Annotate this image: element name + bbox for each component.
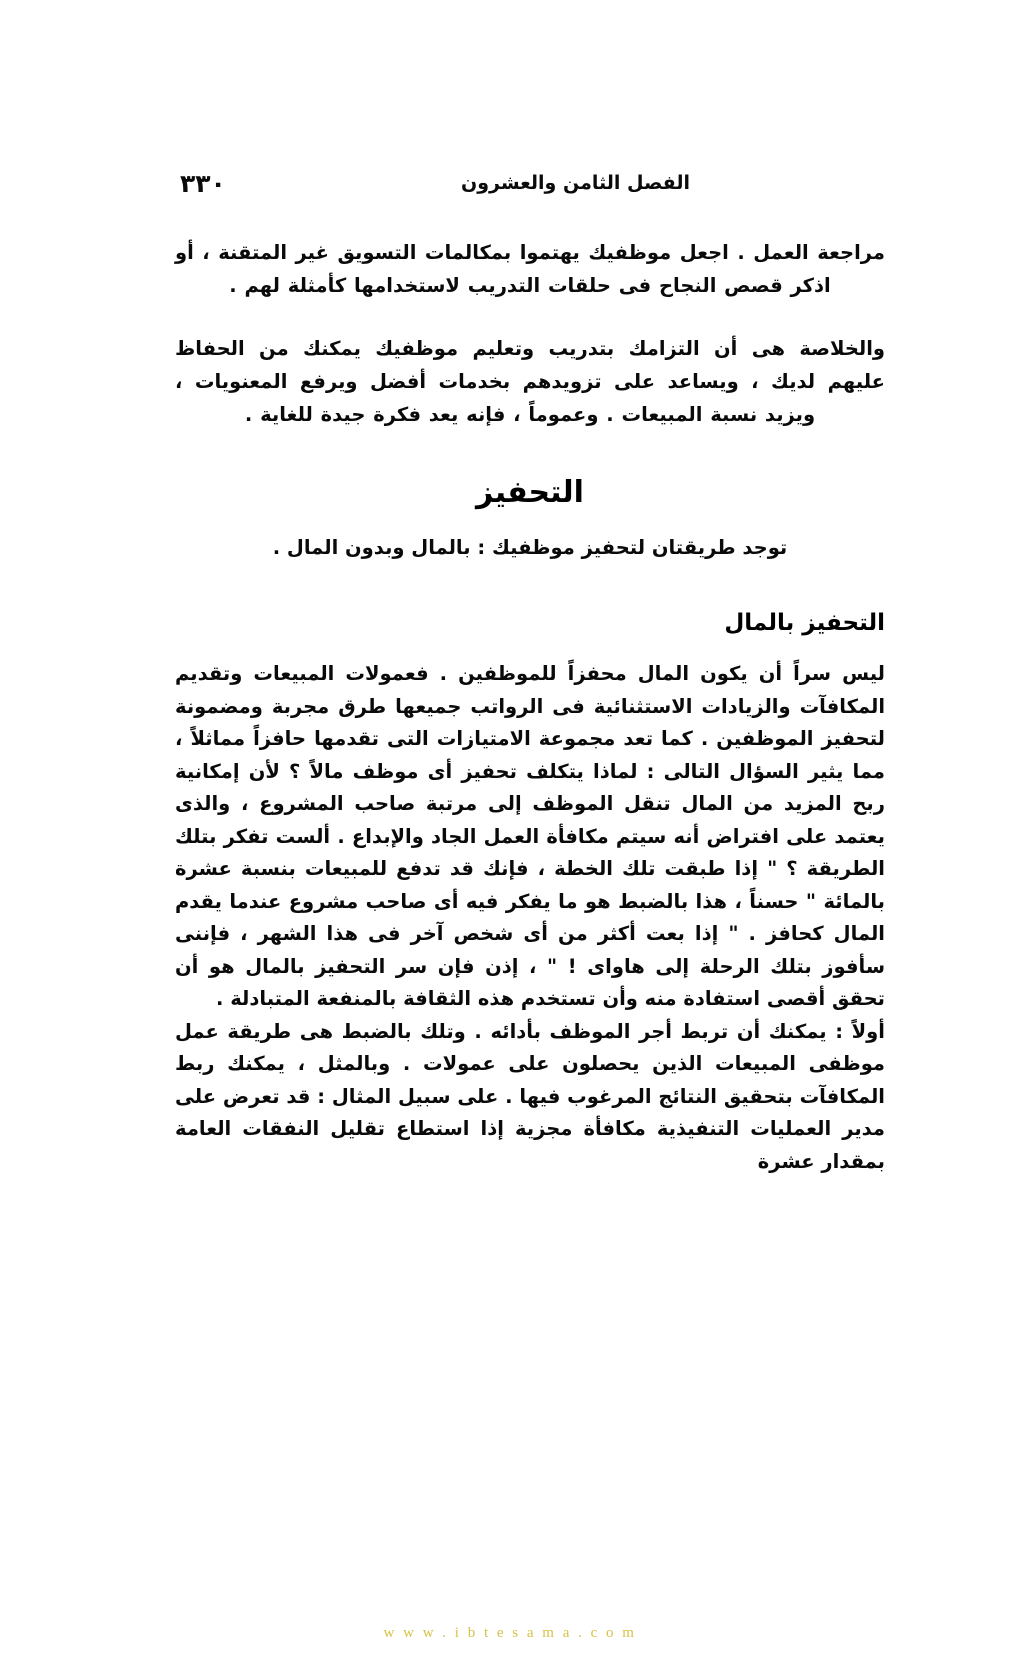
footer-watermark: w w w . i b t e s a m a . c o m bbox=[383, 1625, 637, 1641]
spacer bbox=[175, 564, 885, 606]
spacer bbox=[175, 640, 885, 658]
subsection-heading-motivation-with-money: التحفيز بالمال bbox=[724, 610, 885, 636]
section-lead-motivation: توجد طريقتان لتحفيز موظفيك : بالمال وبدون المال . bbox=[272, 536, 788, 559]
paragraph-intro: مراجعة العمل . اجعل موظفيك يهتموا بمكالمات التسويق غير المتقنة ، أو اذكر قصص النجاح فى حلقات التدريب لاستخدامها كأمثلة لهم . bbox=[175, 241, 885, 297]
chapter-title: الفصل الثامن والعشرون bbox=[461, 171, 690, 194]
spacer bbox=[175, 431, 885, 473]
spacer bbox=[175, 513, 885, 531]
page-number: ٣٣٠ bbox=[180, 168, 226, 198]
spacer bbox=[175, 302, 885, 332]
page-body bbox=[175, 236, 885, 1178]
section-heading-motivation: التحفيز bbox=[476, 475, 584, 510]
paragraph-motivation-money-2: أولاً : يمكنك أن تربط أجر الموظف بأدائه . وتلك بالضبط هى طريقة عمل موظفى المبيعات الذين يحصلون على عمولات . وبالمثل ، يمكنك ربط المكافآت بتحقيق النتائج المرغوب فيها . على سبيل المثال : قد تعرض على مدير العمليات التنفيذية مكافأة مجزية إذا استطاع تقليل النفقات العامة بمقدار عشرة bbox=[175, 1019, 885, 1173]
paragraph-summary: والخلاصة هى أن التزامك بتدريب وتعليم موظفيك يمكنك من الحفاظ عليهم لديك ، ويساعد على تزويدهم بخدمات أفضل ويرفع المعنويات ، ويزيد نسبة المبيعات . وعموماً ، فإنه يعد فكرة جيدة للغاية . bbox=[175, 337, 885, 426]
paragraph-motivation-money-1: ليس سراً أن يكون المال محفزاً للموظفين . فعمولات المبيعات وتقديم المكافآت والزيادات الاستثنائية فى الرواتب جميعها طرق مجربة ومضمونة لتحفيز الموظفين . كما تعد مجموعة الامتيازات التى تقدمها حافزاً مماثلاً ، مما يثير السؤال التالى : لماذا يتكلف تحفيز أى موظف مالاً ؟ لأن إمكانية ربح المزيد من المال تنقل الموظف إلى مرتبة صاحب المشروع ، والذى يعتمد على افتراض أنه سيتم مكافأة العمل الجاد والإبداع . ألست تفكر بتلك الطريقة ؟ " إذا طبقت تلك الخطة ، فإنك قد تدفع للمبيعات بنسبة عشرة بالمائة " حسناً ، هذا بالضبط هو ما يفكر فيه أى صاحب مشروع عندما يقدم المال كحافز . " إذا بعت أكثر من أى شخص آخر فى هذا الشهر ، فإننى سأفوز بتلك الرحلة إلى هاواى ! " ، إذن فإن سر التحفيز بالمال هو أن تحقق أقصى استفادة منه وأن تستخدم هذه الثقافة بالمنفعة المتبادلة . bbox=[175, 662, 885, 1010]
running-head bbox=[180, 166, 840, 200]
